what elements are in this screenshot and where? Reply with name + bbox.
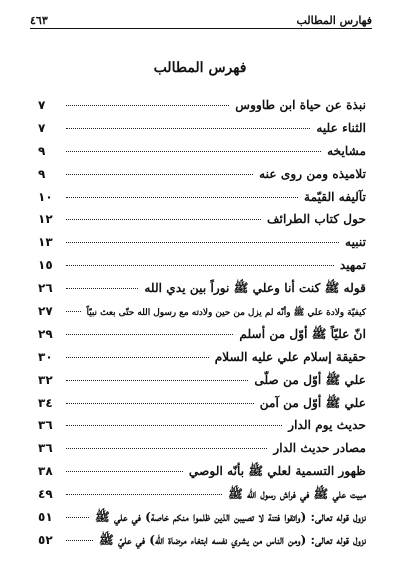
dot-leader: [66, 311, 81, 312]
toc-entry-page: ١٥: [38, 258, 53, 273]
toc-entry-title: تمهيد: [339, 258, 366, 273]
toc-entry-page: ٣٦: [38, 418, 53, 433]
toc-entry: [38, 350, 366, 373]
page-title: فهرس المطالب: [153, 60, 247, 76]
toc-entry-title: مشايخه: [327, 143, 366, 158]
toc-entry: [38, 373, 366, 396]
dot-leader: [66, 448, 267, 449]
dot-leader: [66, 219, 261, 220]
toc-entry: [38, 327, 366, 350]
toc-entry: [38, 190, 366, 213]
dot-leader: [66, 471, 183, 472]
dot-leader: [66, 128, 310, 129]
running-header: [30, 12, 372, 29]
dot-leader: [66, 151, 321, 152]
toc-entry-page: ٥١: [38, 510, 53, 525]
dot-leader: [66, 334, 233, 335]
toc-entry-title: حديث يوم الدار: [288, 418, 366, 433]
toc-entry-title: نبذة عن حياة ابن طاووس: [235, 98, 366, 112]
toc-entry-title: تنبيه: [345, 235, 366, 250]
page-number: ٤٦٣: [30, 14, 48, 27]
toc-entry: [38, 441, 366, 464]
dot-leader: [66, 540, 93, 541]
toc-entry: [38, 396, 366, 419]
toc-entry-title: مبيت علي ﷺ في فراش رسول الله ﷺ: [228, 487, 366, 502]
toc-entry: [38, 304, 366, 327]
toc-entry-title: حول كتاب الطرائف: [266, 212, 366, 227]
toc-entry: [38, 235, 366, 258]
running-title: فهارس المطالب: [296, 14, 372, 27]
toc-entry-title: تلاميذه ومن روى عنه: [259, 166, 366, 181]
toc-entry-title: حقيقة إسلام علي عليه السلام: [214, 349, 366, 364]
toc-entry-title: نزول قوله تعالى: (ومن الناس من يشري نفسه ابتغاء مرضاة الله) في عليّ ﷺ: [99, 532, 366, 547]
toc-entry: [38, 418, 366, 441]
toc-entry-title: تآليفه القيّمة: [304, 189, 366, 204]
toc-entry-title: انّ عليّاً ﷺ أوّل من أسلم: [239, 326, 366, 341]
toc-entry: [38, 258, 366, 281]
dot-leader: [66, 403, 254, 404]
toc-entry-page: ٣٢: [38, 372, 53, 387]
toc-entry-page: ١٣: [38, 235, 53, 250]
toc-entry-page: ٣٤: [38, 395, 53, 410]
toc-entry-title: الثناء عليه: [316, 120, 366, 135]
toc-entry-page: ٩: [38, 166, 46, 181]
toc-entry: [38, 281, 366, 304]
toc-entry: [38, 144, 366, 167]
toc-entry-title: علي ﷺ أوّل من صلّى: [254, 372, 366, 387]
dot-leader: [66, 288, 138, 289]
toc-entry-title: كيفيّة ولادة علي ﷺ وأنّه لم يزل من حين ولادته مع رسول الله حتّى بعث نبيّاً: [86, 308, 366, 319]
toc-entry-page: ٣٨: [38, 464, 53, 479]
dot-leader: [66, 357, 209, 358]
dot-leader: [66, 494, 222, 495]
toc-entry-title: ظهور التسمية لعلي ﷺ بأنّه الوصي: [188, 464, 366, 479]
toc-entry: [38, 464, 366, 487]
toc-entry-page: ٤٩: [38, 487, 53, 502]
dot-leader: [66, 105, 229, 106]
toc-entry: [38, 98, 366, 121]
dot-leader: [66, 380, 248, 381]
dot-leader: [66, 265, 334, 266]
toc-entry: [38, 510, 366, 533]
toc-entry-page: ٢٦: [38, 281, 53, 296]
toc-entry-page: ٣٦: [38, 441, 53, 456]
toc-entry-title: مصادر حديث الدار: [273, 441, 366, 456]
toc-entry-page: ١٢: [38, 212, 53, 227]
toc-entry-title: نزول قوله تعالى: (واتقوا فتنة لا تصيبن الذين ظلموا منكم خاصة) في علي ﷺ: [95, 510, 366, 525]
toc-entry-page: ٥٢: [38, 532, 53, 547]
dot-leader: [66, 197, 298, 198]
toc-entry-page: ٧: [38, 98, 46, 112]
dot-leader: [66, 517, 89, 518]
toc-entry: [38, 167, 366, 190]
toc-entry-page: ٣٠: [38, 349, 53, 364]
toc-entry-title: علي ﷺ أوّل من آمن: [259, 395, 366, 410]
toc-entry-page: ١٠: [38, 189, 53, 204]
toc-entry-title: قوله ﷺ كنت أنا وعلي ﷺ نوراً بين يدي الله: [144, 281, 366, 296]
dot-leader: [66, 425, 282, 426]
toc-entry: [38, 533, 366, 556]
toc-entry-page: ٢٧: [38, 304, 53, 319]
toc-entry-page: ٩: [38, 143, 46, 158]
toc-entry: [38, 212, 366, 235]
dot-leader: [66, 174, 253, 175]
toc-entry: [38, 487, 366, 510]
toc-list: [38, 98, 366, 556]
toc-entry: [38, 121, 366, 144]
toc-entry-page: ٢٩: [38, 326, 53, 341]
dot-leader: [66, 242, 339, 243]
toc-entry-page: ٧: [38, 120, 46, 135]
